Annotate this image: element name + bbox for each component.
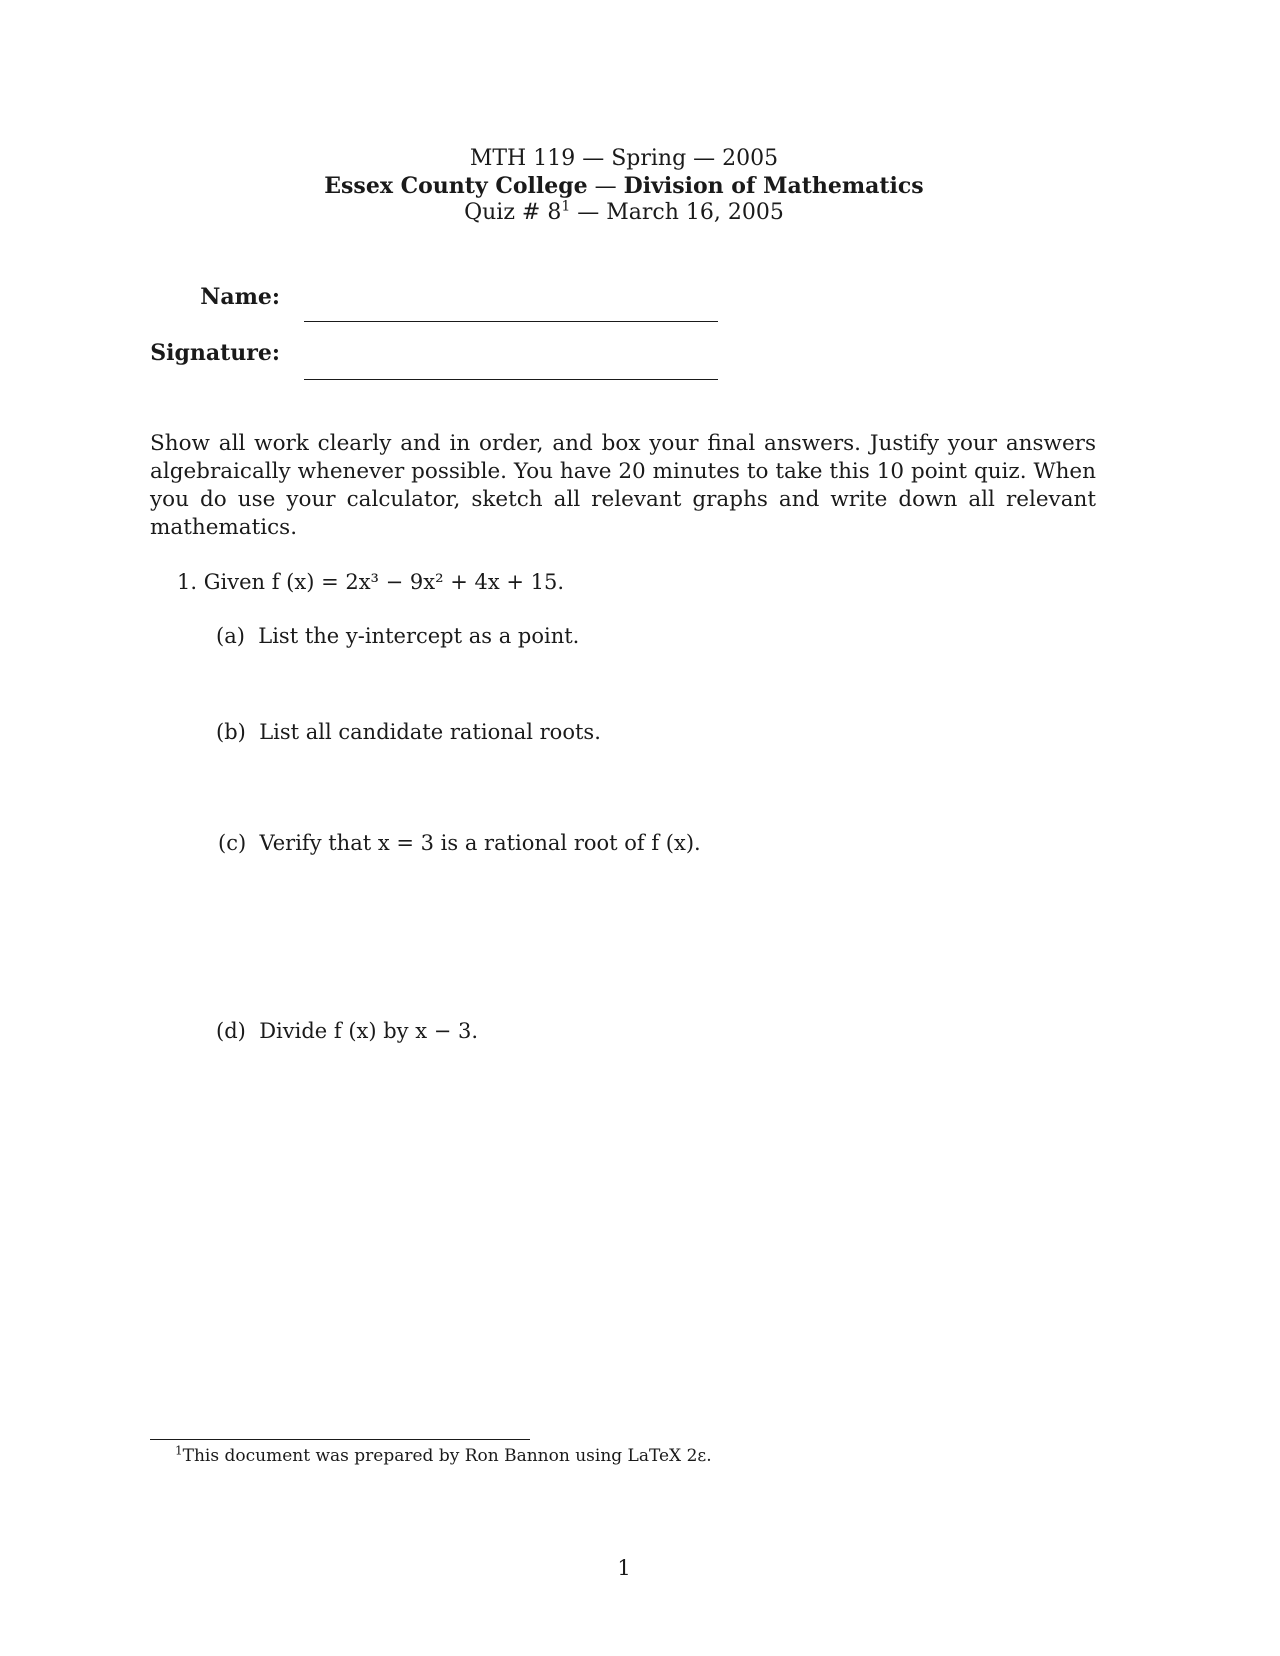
footnote-text: This document was prepared by Ron Bannon using LaTeX 2ε. <box>182 1446 712 1466</box>
signature-label: Signature: <box>150 340 280 366</box>
footnote-number: 1 <box>175 1443 183 1458</box>
part-text: Divide f (x) by x − 3. <box>259 1019 479 1043</box>
name-field[interactable] <box>304 321 718 322</box>
problem-function: f (x) = 2x³ − 9x² + 4x + 15. <box>271 570 565 594</box>
quiz-date: March 16, 2005 <box>606 200 784 225</box>
part-d <box>216 1019 478 1043</box>
part-text: List the y-intercept as a point. <box>258 624 580 648</box>
header-line-2: Essex County College — Division of Mathematics <box>324 173 924 199</box>
name-label: Name: <box>200 284 280 310</box>
year: 2005 <box>722 146 779 171</box>
term: Spring <box>611 146 687 171</box>
problem-number: 1. <box>177 570 198 594</box>
quiz-number: Quiz # 8 <box>464 200 562 225</box>
header-line-1: MTH 119 — Spring — 2005 <box>469 146 779 171</box>
problem-given: Given <box>203 570 266 594</box>
footnote <box>175 1443 712 1466</box>
part-text: List all candidate rational roots. <box>259 720 601 744</box>
footnote-mark: 1 <box>561 198 571 215</box>
division-name: Division of Mathematics <box>623 173 924 199</box>
header-line-3: Quiz # $8^1$ — March 16, 2005 <box>464 198 784 225</box>
instructions-paragraph: Show all work clearly and in order, and box your final answers. Justify your answers algebraically whenever possible. You have 20 minutes to take this 10 point quiz. When you do use your calculator, sketch all relevant graphs and write down all relevant mathematics. <box>150 431 1096 540</box>
problem-1 <box>177 570 564 594</box>
course-code: MTH 119 <box>469 146 576 171</box>
part-label: (c) <box>218 831 247 855</box>
part-c <box>218 831 701 855</box>
part-label: (a) <box>216 624 245 648</box>
college-name: Essex County College <box>324 173 588 199</box>
part-label: (b) <box>216 720 246 744</box>
part-a <box>216 624 579 648</box>
signature-field[interactable] <box>304 379 718 380</box>
part-text: Verify that x = 3 is a rational root of f (x). <box>259 831 701 855</box>
footnote-rule <box>150 1439 530 1440</box>
part-label: (d) <box>216 1019 246 1043</box>
page-number: 1 <box>617 1556 631 1580</box>
part-b <box>216 720 601 744</box>
